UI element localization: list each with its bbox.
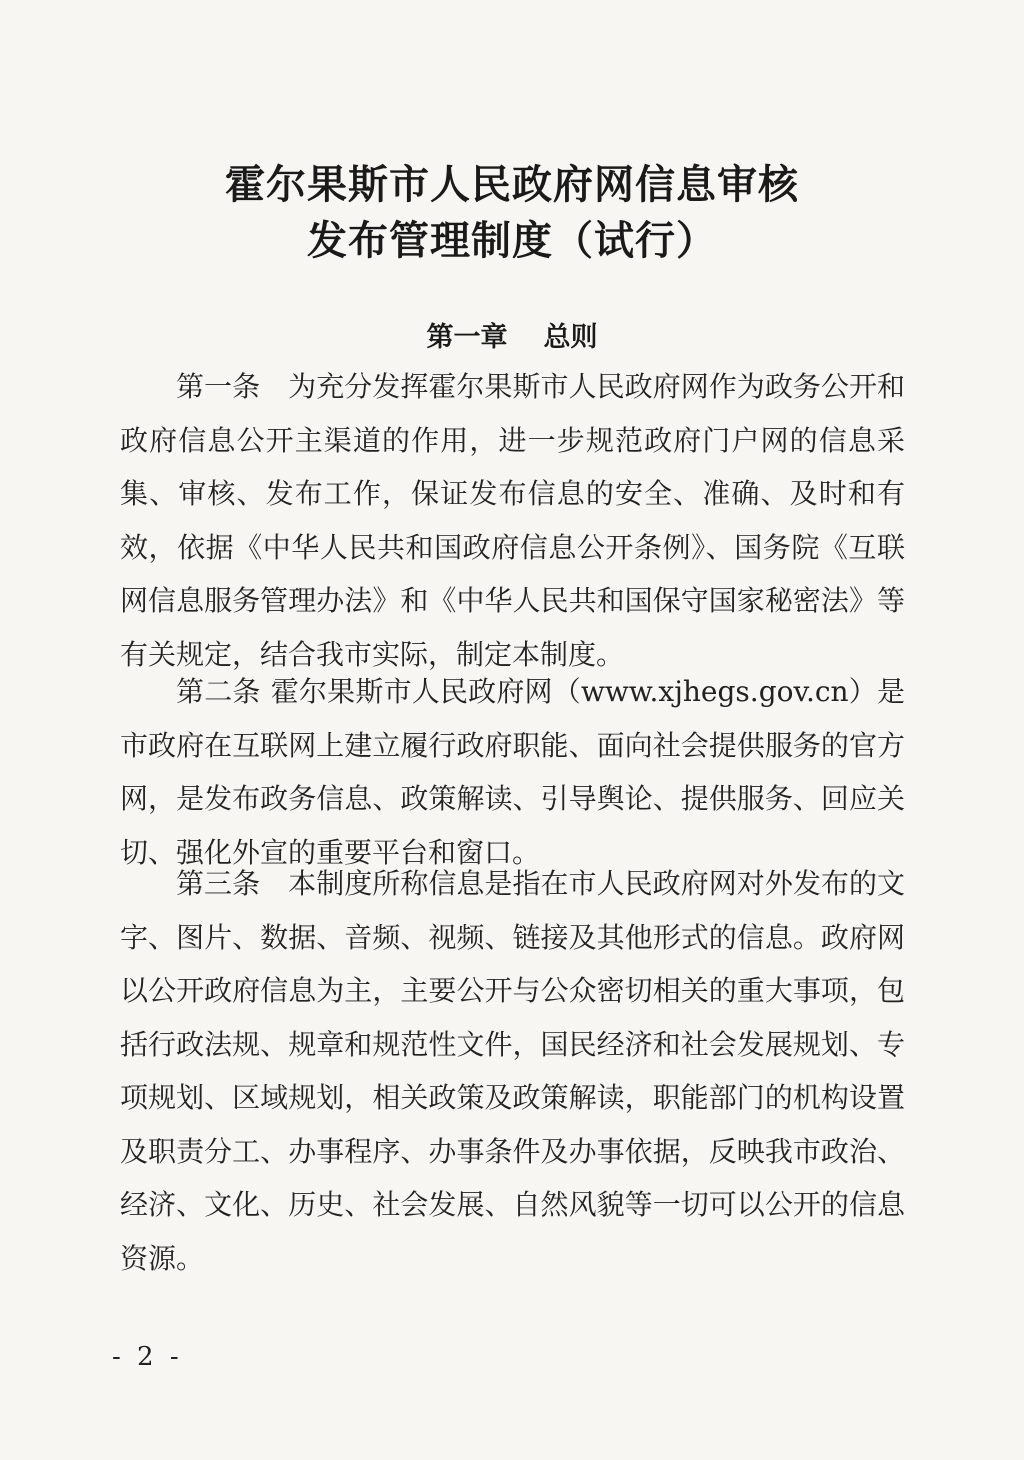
article-label: 第一条 (176, 370, 261, 403)
document-title-line-2: 发布管理制度（试行） (307, 217, 717, 264)
article-label: 第二条 (176, 675, 261, 708)
article-1 (120, 360, 905, 681)
chapter-number: 第一章 (426, 322, 508, 353)
document-title-line-1: 霍尔果斯市人民政府网信息审核 (225, 161, 799, 208)
article-text: 本制度所称信息是指在市人民政府网对外发布的文字、图片、数据、音频、视频、链接及其他形式的信息。政府网以公开政府信息为主，主要公开与公众密切相关的重大事项，包括行政法规、规章和规范性文件，国民经济和社会发展规划、专项规划、区域规划，相关政策及政策解读，职能部门的机构设置及职责分工、办事程序、办事条件及办事依据，反映我市政治、经济、文化、历史、社会发展、自然风貌等一切可以公开的信息资源。 (120, 867, 905, 1275)
chapter-heading (0, 318, 1024, 358)
article-text: 为充分发挥霍尔果斯市人民政府网作为政务公开和政府信息公开主渠道的作用，进一步规范政府门户网的信息采集、审核、发布工作，保证发布信息的安全、准确、及时和有效，依据《中华人民共和国政府信息公开条例》、国务院《互联网信息服务管理办法》和《中华人民共和国保守国家秘密法》等有关规定，结合我市实际，制定本制度。 (120, 370, 905, 671)
article-2 (120, 665, 905, 879)
page-number: - 2 - (112, 1342, 183, 1372)
article-3 (120, 857, 905, 1285)
article-text: 霍尔果斯市人民政府网（www.xjhegs.gov.cn）是市政府在互联网上建立履行政府职能、面向社会提供服务的官方网，是发布政务信息、政策解读、引导舆论、提供服务、回应关切、强化外宣的重要平台和窗口。 (120, 675, 905, 869)
chapter-name: 总则 (543, 322, 598, 353)
article-label: 第三条 (176, 867, 261, 900)
